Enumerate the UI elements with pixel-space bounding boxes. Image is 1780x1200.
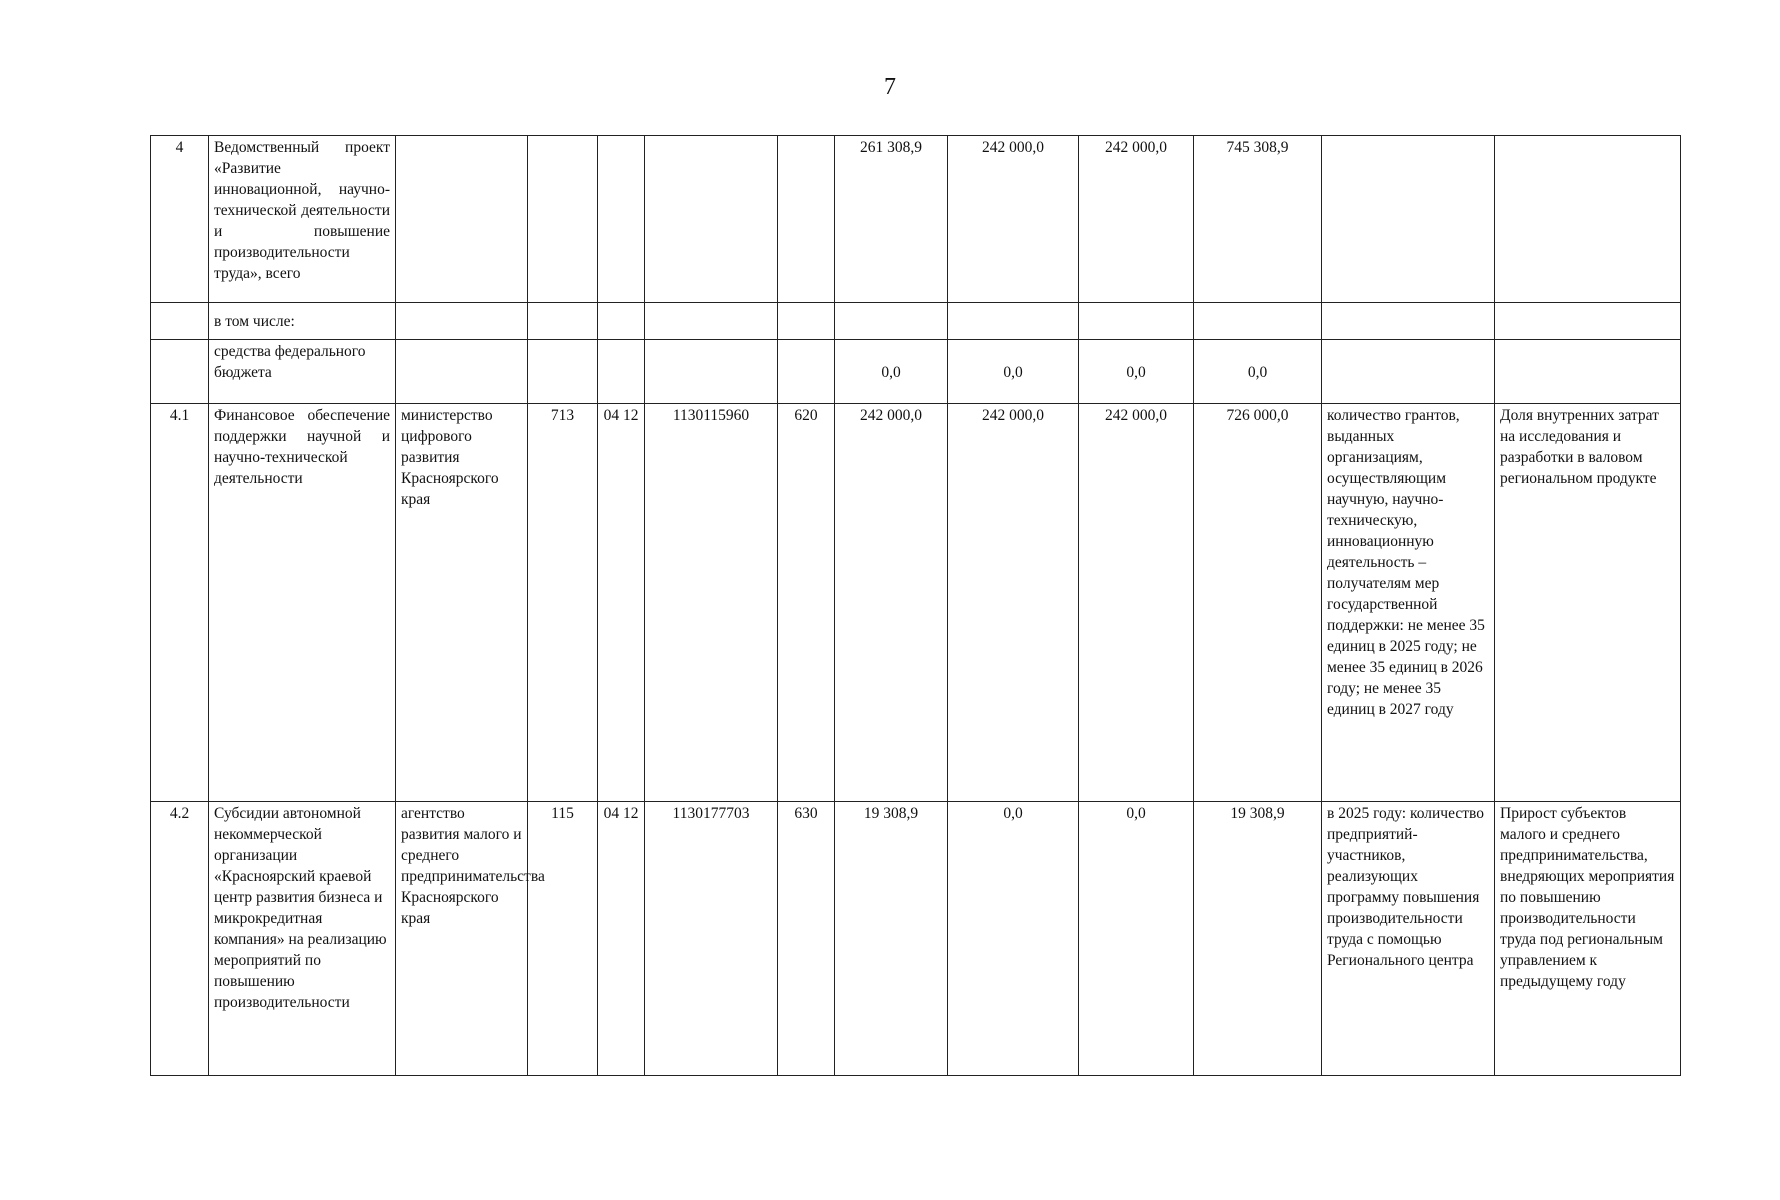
cell-year-2026: 242 000,0 xyxy=(948,136,1079,303)
cell-csr xyxy=(645,340,778,404)
cell-grbs xyxy=(528,303,598,340)
table-row xyxy=(151,340,1681,404)
cell-number: 4 xyxy=(151,136,209,303)
cell-year-2027: 242 000,0 xyxy=(1079,404,1194,802)
cell-executor: агентство развития малого и среднего предпринимательства Красноярского края xyxy=(396,802,528,1076)
cell-grbs: 115 xyxy=(528,802,598,1076)
cell-indicator xyxy=(1495,136,1681,303)
cell-vr xyxy=(778,136,835,303)
cell-total: 726 000,0 xyxy=(1194,404,1322,802)
cell-year-2026 xyxy=(948,303,1079,340)
cell-year-2027: 242 000,0 xyxy=(1079,136,1194,303)
cell-year-2027 xyxy=(1079,303,1194,340)
page-number: 7 xyxy=(884,74,896,100)
cell-rzpr xyxy=(598,303,645,340)
cell-total: 745 308,9 xyxy=(1194,136,1322,303)
table-row xyxy=(151,303,1681,340)
cell-rzpr xyxy=(598,340,645,404)
cell-expected-result: количество грантов, выданных организациям, осуществляющим научную, научно-техническую, инновационную деятельность – получателям мер государственной поддержки: не менее 35 единиц в 2025 году; не менее 35 единиц в 2026 году; не менее 35 единиц в 2027 году xyxy=(1322,404,1495,802)
cell-expected-result xyxy=(1322,303,1495,340)
cell-csr xyxy=(645,303,778,340)
cell-number xyxy=(151,340,209,404)
cell-expected-result xyxy=(1322,340,1495,404)
cell-year-2025 xyxy=(835,303,948,340)
cell-year-2025: 242 000,0 xyxy=(835,404,948,802)
cell-total: 19 308,9 xyxy=(1194,802,1322,1076)
cell-vr xyxy=(778,340,835,404)
cell-year-2025: 0,0 xyxy=(835,340,948,404)
cell-expected-result xyxy=(1322,136,1495,303)
cell-vr: 630 xyxy=(778,802,835,1076)
cell-year-2027: 0,0 xyxy=(1079,340,1194,404)
cell-executor: министерство цифрового развития Красноярского края xyxy=(396,404,528,802)
program-activities-table xyxy=(150,135,1681,1076)
cell-year-2026: 0,0 xyxy=(948,802,1079,1076)
cell-grbs: 713 xyxy=(528,404,598,802)
cell-activity-name: Финансовое обеспечение поддержки научной и научно-технической деятельности xyxy=(209,404,396,802)
cell-activity-name: в том числе: xyxy=(209,303,396,340)
cell-year-2025: 19 308,9 xyxy=(835,802,948,1076)
cell-total: 0,0 xyxy=(1194,340,1322,404)
cell-csr: 1130177703 xyxy=(645,802,778,1076)
table-row xyxy=(151,404,1681,802)
cell-activity-name: Ведомственный проект «Развитие инновационной, научно-технической деятельности и повышение производительности труда», всего xyxy=(209,136,396,303)
cell-executor xyxy=(396,136,528,303)
cell-executor xyxy=(396,340,528,404)
cell-indicator: Прирост субъектов малого и среднего предпринимательства, внедряющих мероприятия по повышению производительности труда под региональным управлением к предыдущему году xyxy=(1495,802,1681,1076)
cell-indicator xyxy=(1495,303,1681,340)
cell-csr: 1130115960 xyxy=(645,404,778,802)
cell-number xyxy=(151,303,209,340)
cell-year-2025: 261 308,9 xyxy=(835,136,948,303)
cell-number: 4.2 xyxy=(151,802,209,1076)
cell-number: 4.1 xyxy=(151,404,209,802)
cell-rzpr: 04 12 xyxy=(598,404,645,802)
cell-year-2026: 0,0 xyxy=(948,340,1079,404)
cell-year-2026: 242 000,0 xyxy=(948,404,1079,802)
cell-indicator: Доля внутренних затрат на исследования и разработки в валовом региональном продукте xyxy=(1495,404,1681,802)
cell-csr xyxy=(645,136,778,303)
cell-activity-name: Субсидии автономной некоммерческой организации «Красноярский краевой центр развития бизнеса и микрокредитная компания» на реализацию мероприятий по повышению производительности xyxy=(209,802,396,1076)
cell-year-2027: 0,0 xyxy=(1079,802,1194,1076)
cell-total xyxy=(1194,303,1322,340)
cell-expected-result: в 2025 году: количество предприятий-участников, реализующих программу повышения производительности труда с помощью Регионального центра xyxy=(1322,802,1495,1076)
table-row xyxy=(151,136,1681,303)
cell-rzpr xyxy=(598,136,645,303)
cell-grbs xyxy=(528,340,598,404)
cell-vr xyxy=(778,303,835,340)
cell-rzpr: 04 12 xyxy=(598,802,645,1076)
cell-grbs xyxy=(528,136,598,303)
cell-executor xyxy=(396,303,528,340)
table-row xyxy=(151,802,1681,1076)
cell-vr: 620 xyxy=(778,404,835,802)
cell-indicator xyxy=(1495,340,1681,404)
cell-activity-name: средства федерального бюджета xyxy=(209,340,396,404)
